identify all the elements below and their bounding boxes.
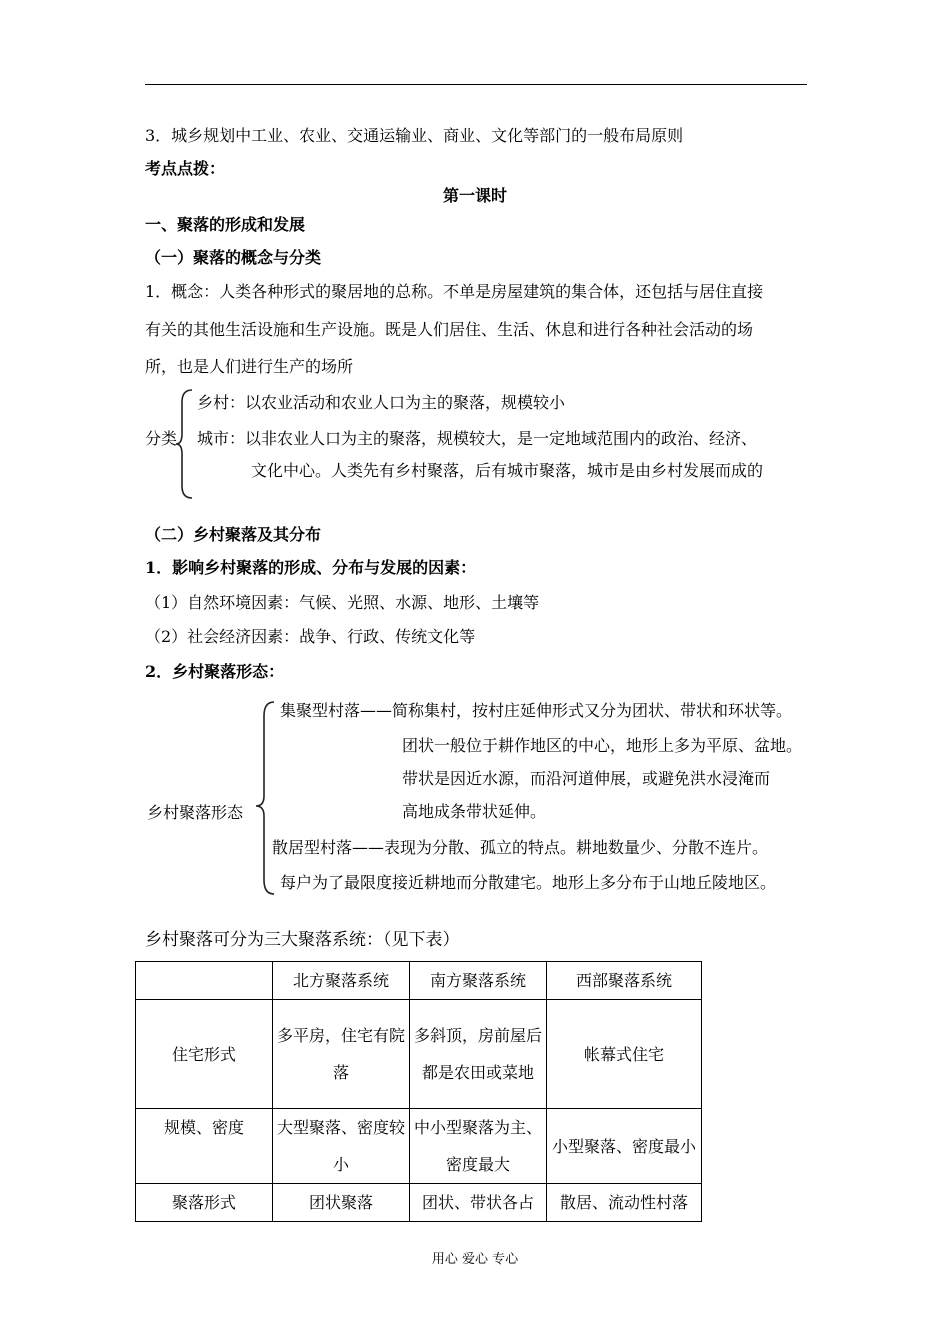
item-3: 3．城乡规划中工业、农业、交通运输业、商业、文化等部门的一般布局原则 (145, 126, 684, 145)
table-cell: 大型聚落、密度较小 (273, 1109, 410, 1184)
table-row (136, 1184, 702, 1222)
kaodian-heading: 考点点拨： (145, 159, 226, 178)
table-header-row (136, 962, 702, 1000)
forms-brace (254, 700, 278, 896)
page-footer: 用心 爱心 专心 (431, 1252, 519, 1267)
table-cell: 多平房，住宅有院落 (273, 1000, 410, 1109)
factor-social: （2）社会经济因素：战争、行政、传统文化等 (145, 627, 476, 646)
table-cell: 团状聚落 (273, 1184, 410, 1222)
table-cell: 团状、带状各占 (410, 1184, 547, 1222)
classify-label: 分类 (145, 429, 178, 448)
header-rule (145, 84, 807, 85)
lesson-title: 第一课时 (442, 186, 507, 205)
table-cell: 散居、流动性村落 (547, 1184, 702, 1222)
forms-scatter-1: 散居型村落——表现为分散、孤立的特点。耕地数量少、分散不连片。 (272, 838, 769, 857)
classify-brace (174, 388, 196, 500)
subsection-heading-1: （一）聚落的概念与分类 (145, 248, 322, 267)
table-cell: 小型聚落、密度最小 (547, 1109, 702, 1184)
concept-line-2: 有关的其他生活设施和生产设施。既是人们居住、生活、休息和进行各种社会活动的场 (145, 320, 754, 339)
classify-city-1: 城市：以非农业人口为主的聚落，规模较大，是一定地域范围内的政治、经济、 (197, 429, 758, 448)
table-cell: 住宅形式 (136, 1000, 273, 1109)
forms-cluster-strip-1: 带状是因近水源，而沿河道伸展，或避免洪水浸淹而 (402, 769, 771, 788)
table-row (136, 1000, 702, 1109)
subsection-heading-2: （二）乡村聚落及其分布 (145, 525, 322, 544)
classify-city-2: 文化中心。人类先有乡村聚落，后有城市聚落，城市是由乡村发展而成的 (251, 461, 764, 480)
forms-cluster-strip-2: 高地成条带状延伸。 (402, 802, 547, 821)
classify-village: 乡村：以农业活动和农业人口为主的聚落，规模较小 (197, 393, 566, 412)
table-cell: 规模、密度 (136, 1109, 273, 1184)
forms-cluster-block: 团状一般位于耕作地区的中心，地形上多为平原、盆地。 (402, 736, 803, 755)
table-header-cell: 南方聚落系统 (410, 962, 547, 1000)
table-caption: 乡村聚落可分为三大聚落系统：（见下表） (145, 930, 460, 950)
table-header-cell: 西部聚落系统 (547, 962, 702, 1000)
table-header-cell (136, 962, 273, 1000)
forms-heading: 2．乡村聚落形态： (145, 662, 285, 681)
factors-heading: 1．影响乡村聚落的形成、分布与发展的因素： (145, 558, 477, 577)
forms-label: 乡村聚落形态 (147, 803, 244, 822)
table-cell: 多斜顶，房前屋后都是农田或菜地 (410, 1000, 547, 1109)
forms-cluster: 集聚型村落——简称集村，按村庄延伸形式又分为团状、带状和环状等。 (280, 701, 793, 720)
forms-scatter-2: 每户为了最限度接近耕地而分散建宅。地形上多分布于山地丘陵地区。 (280, 873, 777, 892)
concept-line-1: 1．概念：人类各种形式的聚居地的总称。不单是房屋建筑的集合体，还包括与居住直接 (145, 282, 764, 301)
table-header-cell: 北方聚落系统 (273, 962, 410, 1000)
table-cell: 聚落形式 (136, 1184, 273, 1222)
table-row (136, 1109, 702, 1184)
table-cell: 帐幕式住宅 (547, 1000, 702, 1109)
concept-line-3: 所，也是人们进行生产的场所 (145, 357, 354, 376)
table-cell: 中小型聚落为主、密度最大 (410, 1109, 547, 1184)
factor-natural: （1）自然环境因素：气候、光照、水源、地形、土壤等 (145, 593, 540, 612)
section-heading-1: 一、聚落的形成和发展 (145, 215, 306, 234)
settlement-systems-table (135, 961, 702, 1222)
